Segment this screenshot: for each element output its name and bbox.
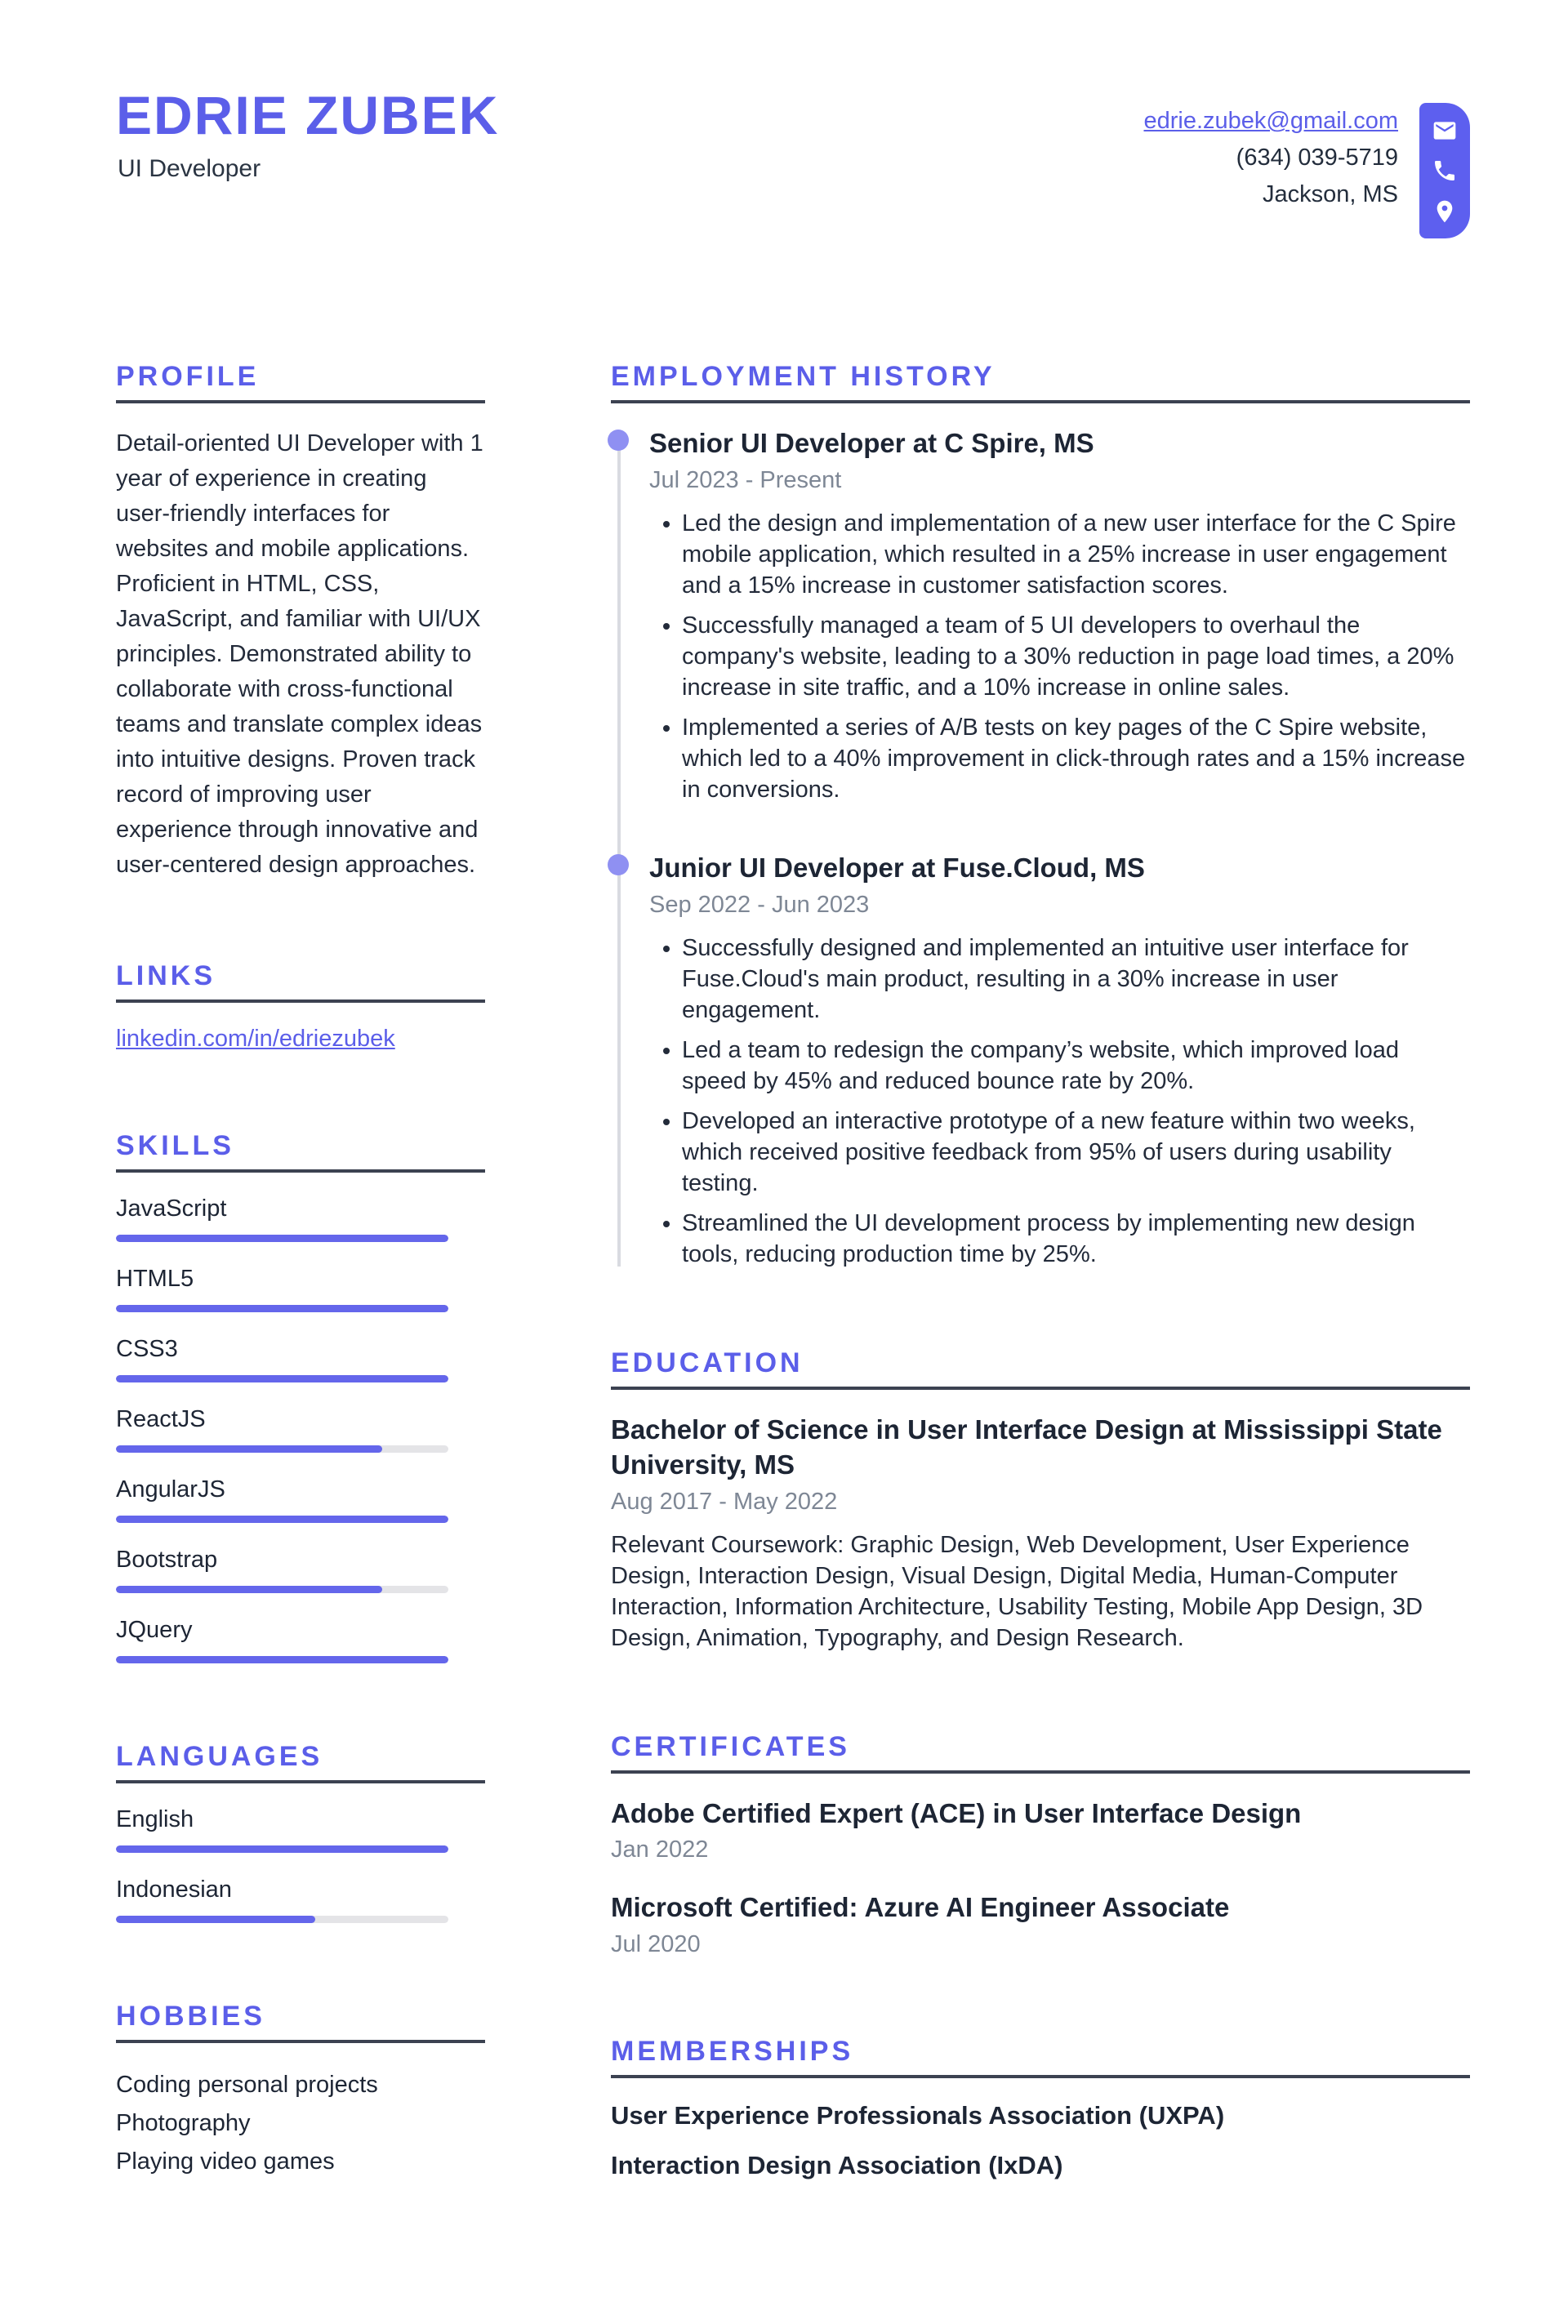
language-bar-fill: [116, 1845, 448, 1853]
education-coursework: Relevant Coursework: Graphic Design, Web Development, User Experience Design, Interaction Design, Visual Design, Digital Media, Human-Computer Interaction, Information Architecture, Usability Testing, Mobile App Design, 3D Design, Animation, Typography, and Design Research.: [611, 1531, 1423, 1651]
section-profile: [116, 361, 485, 883]
skill-label: HTML5: [116, 1266, 194, 1292]
column-gap: [485, 361, 611, 2259]
job-date: Jul 2023 - Present: [649, 466, 842, 493]
contact-email-row: [1143, 103, 1398, 140]
skill-row: [116, 1617, 485, 1663]
skill-bar-fill: [116, 1445, 382, 1453]
skill-row: [116, 1336, 485, 1382]
education-date: Aug 2017 - May 2022: [611, 1488, 838, 1515]
skill-bar-fill: [116, 1305, 448, 1312]
language-bar-fill: [116, 1916, 315, 1923]
hobby-item: Photography: [116, 2110, 251, 2136]
skill-row: [116, 1266, 485, 1312]
skill-bar-track: [116, 1305, 448, 1312]
job-bullet: • Led a team to redesign the company’s website, which improved load speed by 45% and reduced bounce rate by 20%.: [682, 1035, 1470, 1097]
skill-bar-track: [116, 1586, 448, 1593]
language-bar-track: [116, 1916, 448, 1923]
linkedin-link[interactable]: linkedin.com/in/edriezubek: [116, 1026, 395, 1052]
contact-phone-row: (634) 039-5719: [1236, 145, 1398, 171]
skill-row: [116, 1406, 485, 1453]
header: [116, 85, 1470, 238]
certificate-title: Adobe Certified Expert (ACE) in User Interface Design: [611, 1797, 1302, 1828]
timeline-dot: [608, 430, 629, 451]
hobbies-heading: HOBBIES: [116, 2001, 485, 2043]
job-bullet-list: [649, 508, 1470, 805]
language-row: [116, 1877, 485, 1923]
skill-bar-track: [116, 1375, 448, 1382]
skill-label: CSS3: [116, 1336, 178, 1362]
hobby-item: Playing video games: [116, 2148, 335, 2175]
memberships-heading: MEMBERSHIPS: [611, 2036, 1470, 2078]
phone-icon: [1432, 158, 1458, 184]
identity-block: [116, 85, 500, 183]
skill-bar-fill: [116, 1375, 448, 1382]
email-link[interactable]: edrie.zubek@gmail.com: [1143, 108, 1398, 134]
skills-heading: SKILLS: [116, 1130, 485, 1173]
skill-row: [116, 1547, 485, 1593]
job-bullet: • Successfully managed a team of 5 UI developers to overhaul the company's website, leading to a 30% reduction in page load times, a 20% increase in site traffic, and a 10% increase in online sales.: [682, 610, 1470, 703]
skill-bar-fill: [116, 1516, 448, 1523]
skill-label: JQuery: [116, 1617, 193, 1643]
section-employment: [611, 361, 1470, 1270]
language-label: Indonesian: [116, 1877, 232, 1903]
skill-bar-track: [116, 1445, 448, 1453]
person-name: EDRIE ZUBEK: [116, 85, 500, 145]
skill-label: JavaScript: [116, 1195, 227, 1222]
certificates-heading: CERTIFICATES: [611, 1731, 1470, 1774]
skill-label: Bootstrap: [116, 1547, 218, 1573]
skill-bar-track: [116, 1235, 448, 1242]
certificate-date: Jan 2022: [611, 1836, 709, 1863]
section-skills: [116, 1130, 485, 1663]
language-row: [116, 1806, 485, 1853]
main-content: [611, 361, 1470, 2259]
mail-icon: [1432, 118, 1458, 144]
skill-bar-track: [116, 1656, 448, 1663]
language-bar-track: [116, 1845, 448, 1853]
section-languages: [116, 1741, 485, 1923]
membership-entry: User Experience Professionals Association (UXPA): [611, 2101, 1225, 2130]
hobby-item: Coding personal projects: [116, 2072, 378, 2098]
profile-text: Detail-oriented UI Developer with 1 year of experience in creating user-friendly interfaces for websites and mobile applications. Proficient in HTML, CSS, JavaScript, and familiar with UI/UX principles. Demonstrated ability to collaborate with cross-functional teams and translate complex ideas into intuitive designs. Proven track record of improving user experience through innovative and user-centered design approaches.: [116, 430, 483, 878]
content-columns: [116, 361, 1470, 2259]
job-bullet: • Successfully designed and implemented an intuitive user interface for Fuse.Cloud's main product, resulting in a 30% increase in user engagement.: [682, 933, 1470, 1026]
language-label: English: [116, 1806, 194, 1832]
job-bullet: • Implemented a series of A/B tests on key pages of the C Spire website, which led to a 40% improvement in click-through rates and a 15% increase in conversions.: [682, 712, 1470, 805]
hobby-list: [116, 2066, 485, 2181]
job-bullet: • Streamlined the UI development process by implementing new design tools, reducing production time by 25%.: [682, 1208, 1470, 1270]
education-degree: Bachelor of Science in User Interface Design at Mississippi State University, MS: [611, 1414, 1442, 1480]
links-heading: LINKS: [116, 960, 485, 1003]
contact-block: [1143, 103, 1470, 238]
skill-bar-fill: [116, 1656, 448, 1663]
job-title: Senior UI Developer at C Spire, MS: [649, 428, 1094, 458]
skill-bar-track: [116, 1516, 448, 1523]
certificate-entry: [611, 1890, 1470, 1958]
timeline-dot: [608, 854, 629, 875]
certificate-entry: [611, 1796, 1470, 1864]
contact-icon-panel: [1419, 103, 1470, 238]
job-bullet: • Led the design and implementation of a new user interface for the C Spire mobile application, which resulted in a 25% increase in user engagement and a 15% increase in customer satisfaction scores.: [682, 508, 1470, 601]
job-entry: [649, 851, 1470, 1270]
skill-label: AngularJS: [116, 1476, 225, 1503]
contact-location-row: Jackson, MS: [1263, 181, 1398, 207]
employment-heading: EMPLOYMENT HISTORY: [611, 361, 1470, 403]
job-title: Junior UI Developer at Fuse.Cloud, MS: [649, 852, 1145, 883]
location-icon: [1432, 198, 1458, 225]
certificate-title: Microsoft Certified: Azure AI Engineer Associate: [611, 1892, 1230, 1923]
skill-row: [116, 1476, 485, 1523]
section-memberships: [611, 2036, 1470, 2180]
section-hobbies: [116, 2001, 485, 2181]
section-education: [611, 1347, 1470, 1654]
job-entry: [649, 426, 1470, 805]
skill-label: ReactJS: [116, 1406, 206, 1432]
section-certificates: [611, 1731, 1470, 1959]
link-item: [116, 1026, 485, 1053]
contact-lines: [1143, 103, 1398, 213]
certificate-date: Jul 2020: [611, 1931, 701, 1958]
sidebar: [116, 361, 485, 2259]
job-bullet-list: [649, 933, 1470, 1270]
person-job-title: UI Developer: [118, 155, 261, 182]
membership-entry: Interaction Design Association (IxDA): [611, 2151, 1063, 2180]
profile-heading: PROFILE: [116, 361, 485, 403]
job-date: Sep 2022 - Jun 2023: [649, 891, 870, 918]
employment-timeline: [611, 426, 1470, 1270]
skill-bar-fill: [116, 1235, 448, 1242]
education-heading: EDUCATION: [611, 1347, 1470, 1390]
section-links: [116, 960, 485, 1053]
job-bullet: • Developed an interactive prototype of a new feature within two weeks, which received positive feedback from 95% of users during usability testing.: [682, 1106, 1470, 1199]
skill-bar-fill: [116, 1586, 382, 1593]
skill-row: [116, 1195, 485, 1242]
languages-heading: LANGUAGES: [116, 1741, 485, 1783]
